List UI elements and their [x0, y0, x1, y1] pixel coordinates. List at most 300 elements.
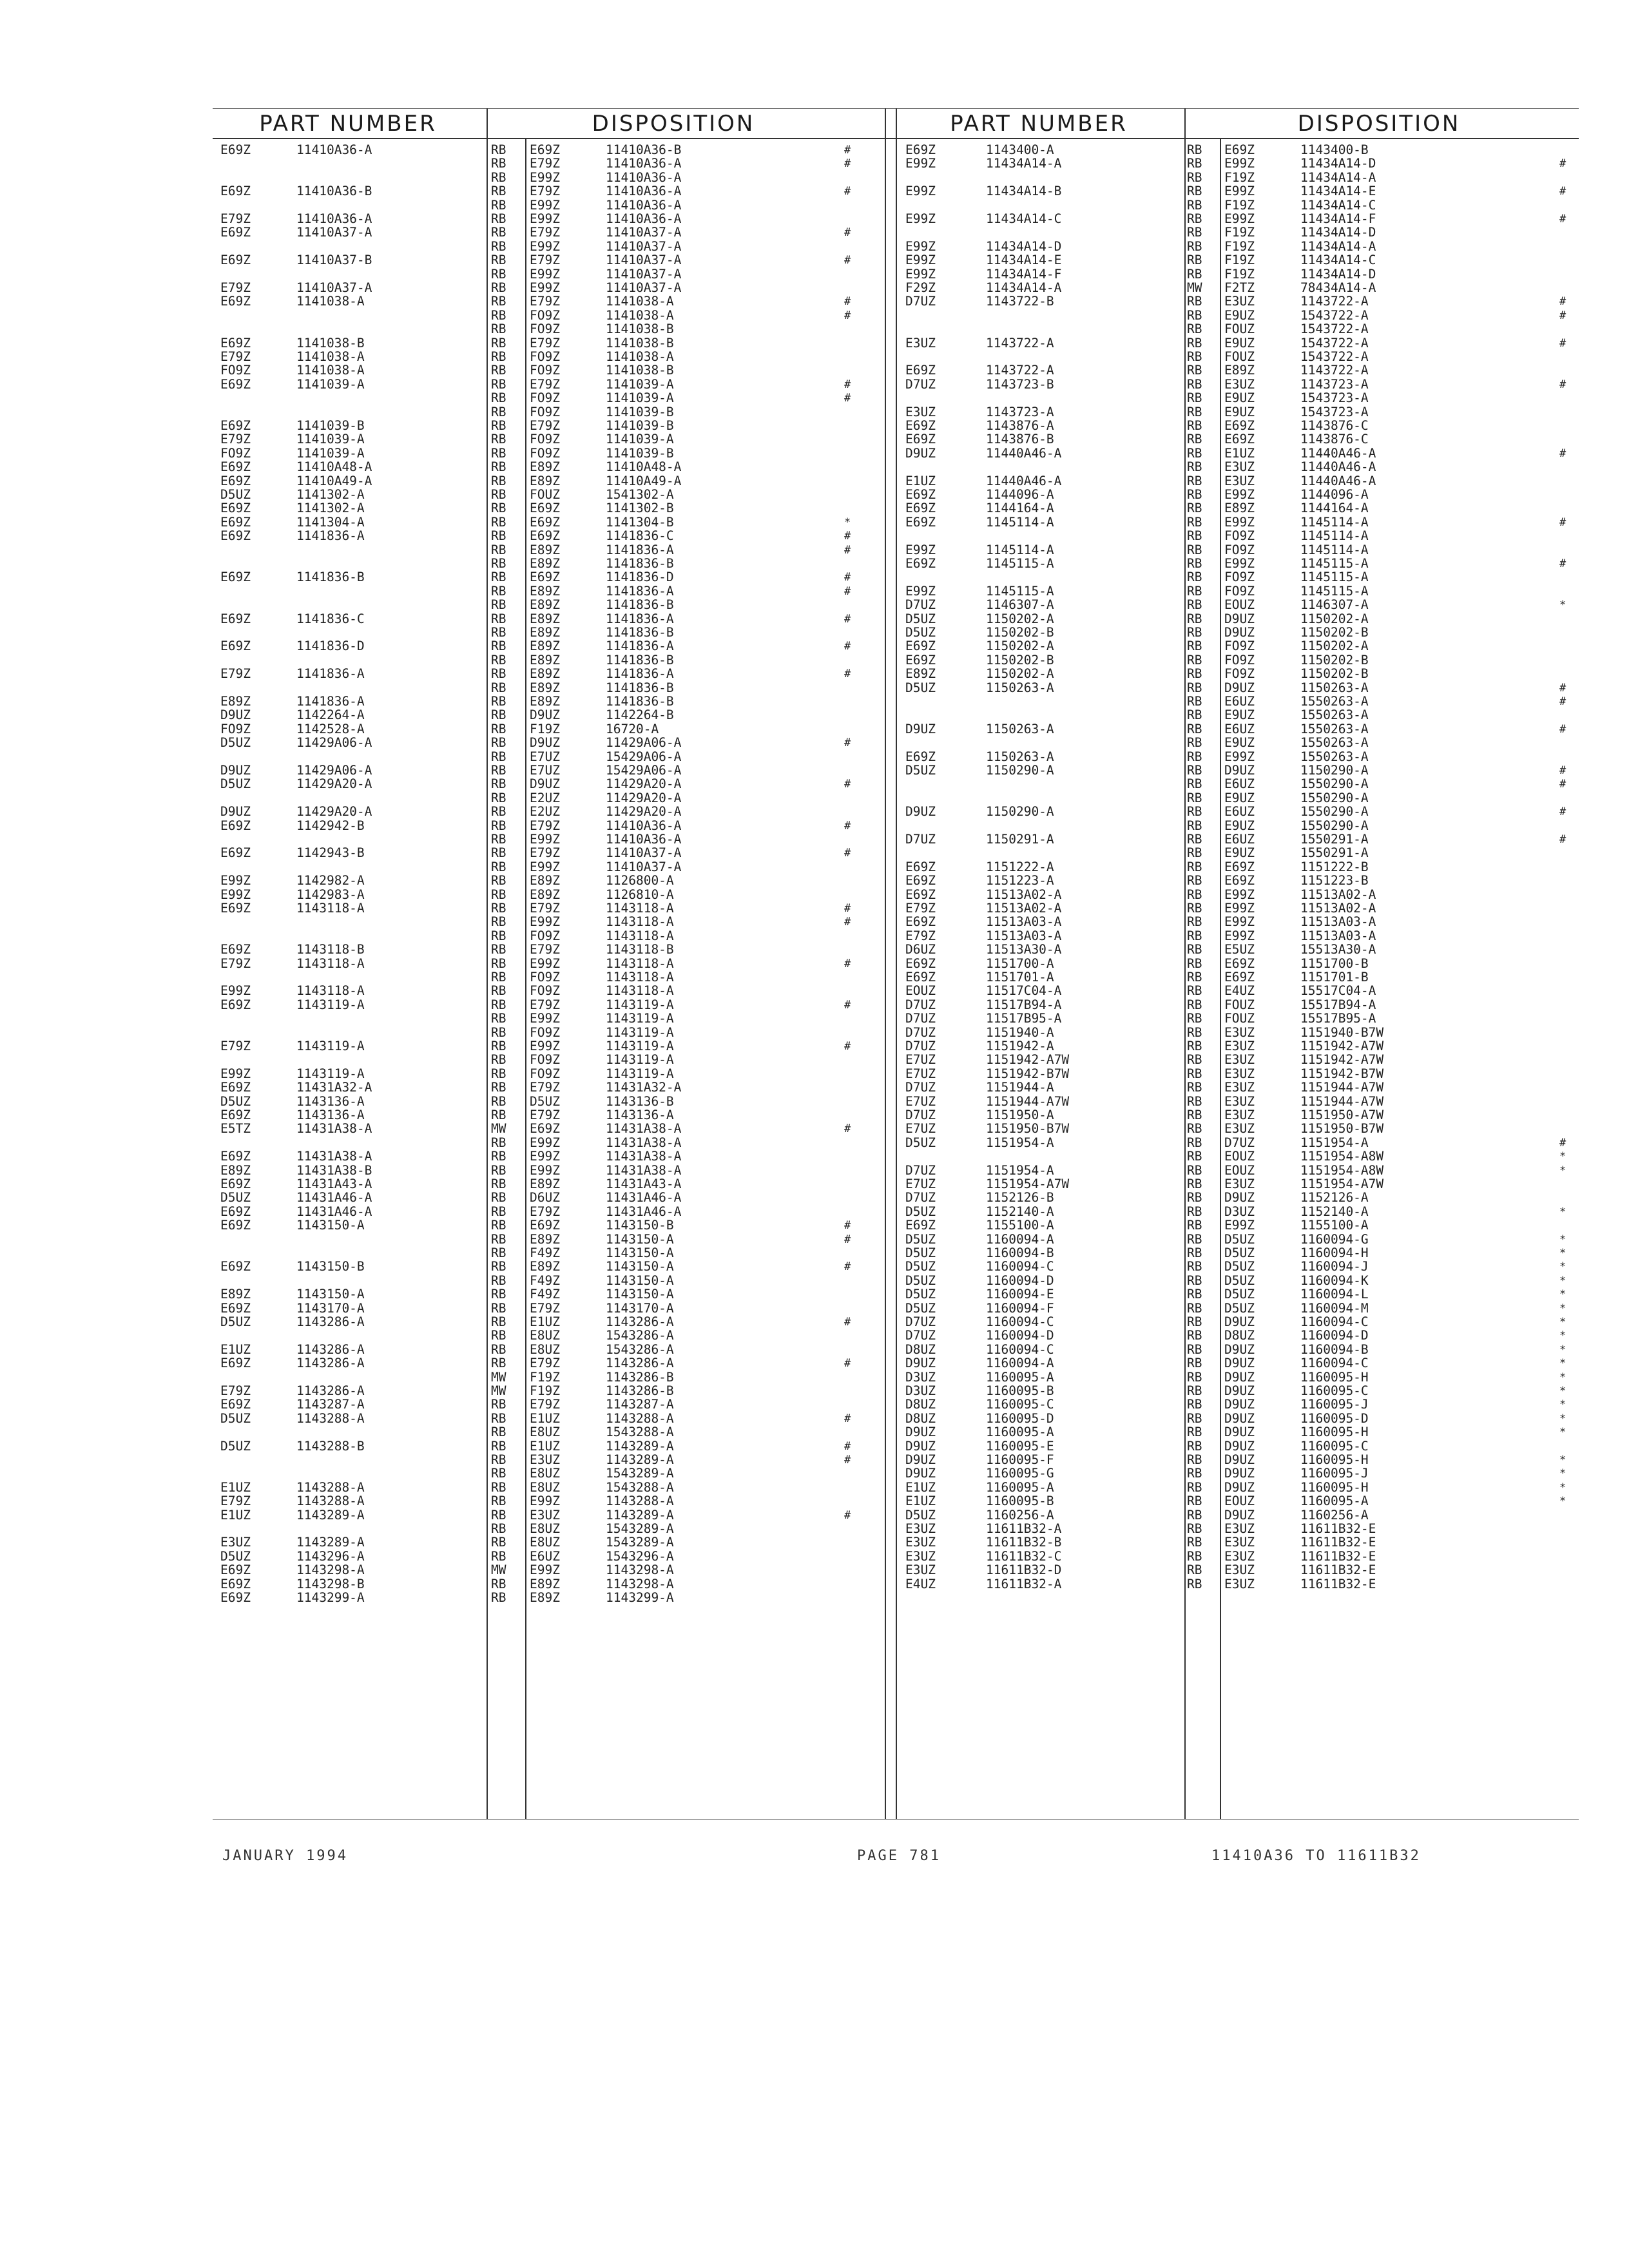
disposition-code: E99Z [530, 1162, 560, 1178]
part-code: D5UZ [220, 1410, 251, 1426]
part-number: 1143150-A [296, 1218, 365, 1233]
center-divider-a [885, 108, 886, 1819]
disposition-code: EOUZ [1224, 1149, 1255, 1164]
disposition-type: RB [491, 1149, 506, 1164]
part-number: 1143150-A [296, 1287, 365, 1302]
disposition-part-number: 1160095-H [1300, 1369, 1369, 1385]
disposition-type: RB [491, 418, 506, 433]
disposition-type: RB [491, 1093, 506, 1109]
disposition-code: E3UZ [1224, 376, 1255, 392]
disposition-code: E8UZ [530, 1466, 560, 1481]
disposition-code: E89Z [530, 1590, 560, 1605]
disposition-type: RB [1187, 528, 1202, 544]
part-code: FO9Z [220, 363, 251, 378]
part-number: 11429A06-A [296, 763, 372, 778]
disposition-part-number: 11434A14-A [1300, 238, 1376, 254]
part-number: 1143722-B [986, 294, 1054, 309]
disposition-code: D5UZ [1224, 1231, 1255, 1247]
part-code: E3UZ [905, 1535, 936, 1550]
disposition-type: RB [1187, 184, 1202, 199]
part-code: E69Z [220, 901, 251, 916]
disposition-part-number: 1145114-A [1300, 542, 1369, 557]
disposition-type: RB [491, 349, 506, 364]
part-code: D5UZ [905, 1300, 936, 1316]
disposition-part-number: 1143118-A [606, 956, 674, 971]
disposition-code: E3UZ [1224, 1177, 1255, 1191]
disposition-type: RB [1187, 1273, 1202, 1288]
part-number: 11410A37-A [296, 225, 372, 240]
disposition-code: E89Z [530, 542, 560, 557]
part-number: 1143118-B [296, 942, 365, 957]
disposition-part-number: 1144164-A [1300, 501, 1369, 516]
disposition-part-number: 11410A36-A [606, 832, 682, 847]
disposition-code: E8UZ [530, 1521, 560, 1536]
part-number: 11429A20-A [296, 804, 372, 820]
disposition-part-number: 1143289-A [606, 1438, 674, 1454]
part-code: F29Z [905, 280, 936, 295]
part-code: E79Z [220, 432, 251, 447]
disposition-part-number: 1160256-A [1300, 1507, 1369, 1523]
disposition-code: EOUZ [1224, 1162, 1255, 1178]
part-number: 1143288-A [296, 1479, 365, 1495]
disposition-part-number: 1160095-H [1300, 1452, 1369, 1467]
part-code: D7UZ [905, 1039, 936, 1053]
disposition-code: E99Z [530, 859, 560, 874]
disposition-code: E89Z [530, 652, 560, 668]
bottom-rule [213, 1819, 1579, 1820]
disposition-code: E89Z [530, 1177, 560, 1191]
disposition-part-number: 11440A46-A [1300, 445, 1376, 461]
disposition-type: RB [1187, 914, 1202, 930]
disposition-part-number: 1143119-A [606, 1052, 674, 1068]
part-code: D5UZ [220, 1548, 251, 1564]
part-code: E69Z [905, 418, 936, 433]
disposition-part-number: 11429A20-A [606, 790, 682, 805]
left-disposition-divider [487, 108, 488, 1819]
disposition-code: FOUZ [1224, 349, 1255, 364]
part-code: D5UZ [905, 625, 936, 640]
disposition-type: RB [1187, 238, 1202, 254]
part-number: 11410A37-A [296, 280, 372, 295]
disposition-part-number: 11513A02-A [1300, 901, 1376, 916]
disposition-part-number: 1143299-A [606, 1590, 674, 1605]
part-number: 1145114-A [986, 514, 1054, 530]
disposition-type: RB [1187, 721, 1202, 736]
disposition-code: E99Z [1224, 901, 1255, 916]
disposition-type: RB [491, 859, 506, 874]
disposition-part-number: 11513A03-A [1300, 928, 1376, 943]
disposition-mark: # [1559, 295, 1566, 309]
disposition-type: RB [491, 501, 506, 516]
disposition-part-number: 1155100-A [1300, 1218, 1369, 1233]
part-code: E69Z [220, 818, 251, 833]
part-code: D7UZ [905, 1314, 936, 1329]
part-number: 1143296-A [296, 1548, 365, 1564]
part-code: D9UZ [905, 1425, 936, 1440]
disposition-code: E89Z [530, 873, 560, 889]
disposition-part-number: 1143286-A [606, 1356, 674, 1371]
disposition-type: RB [1187, 1425, 1202, 1440]
part-number: 1151701-A [986, 970, 1054, 985]
disposition-code: E89Z [530, 1576, 560, 1591]
disposition-type: RB [1187, 1369, 1202, 1385]
disposition-part-number: 1151701-B [1300, 970, 1369, 985]
part-code: E3UZ [905, 1562, 936, 1578]
disposition-type: RB [1187, 804, 1202, 820]
disposition-code: FO9Z [530, 390, 560, 406]
part-code: D9UZ [905, 804, 936, 820]
disposition-code: D9UZ [1224, 1397, 1255, 1412]
part-code: E69Z [220, 1259, 251, 1274]
disposition-part-number: 1543289-A [606, 1466, 674, 1481]
disposition-type: RB [1187, 211, 1202, 226]
disposition-code: E7UZ [530, 749, 560, 764]
disposition-part-number: 1143286-A [606, 1314, 674, 1329]
disposition-type: RB [491, 363, 506, 378]
disposition-type: RB [1187, 1383, 1202, 1398]
disposition-mark: # [844, 584, 851, 598]
disposition-type: RB [491, 1245, 506, 1260]
part-number: 11434A14-B [986, 184, 1062, 199]
left-disposition-header: DISPOSITION [592, 111, 755, 137]
disposition-type: MW [491, 1121, 506, 1137]
part-code: D7UZ [905, 1011, 936, 1026]
part-code: E69Z [905, 914, 936, 930]
disposition-code: E3UZ [1224, 1066, 1255, 1081]
part-number: 1144164-A [986, 501, 1054, 516]
disposition-code: E9UZ [1224, 707, 1255, 723]
part-number: 1143286-A [296, 1383, 365, 1398]
disposition-part-number: 1550263-A [1300, 735, 1369, 751]
disposition-code: E7UZ [530, 763, 560, 778]
part-number: 1150263-A [986, 749, 1054, 764]
disposition-part-number: 1143289-A [606, 1452, 674, 1467]
part-number: 1143119-A [296, 1039, 365, 1053]
part-code: E1UZ [220, 1479, 251, 1495]
disposition-part-number: 1160094-B [1300, 1341, 1369, 1357]
part-code: D5UZ [905, 1273, 936, 1288]
disposition-code: E69Z [530, 1218, 560, 1233]
disposition-mark: * [1559, 1426, 1566, 1439]
disposition-mark: # [1559, 213, 1566, 226]
disposition-type: RB [491, 942, 506, 957]
disposition-mark: # [844, 957, 851, 970]
disposition-type: RB [491, 445, 506, 461]
part-code: E69Z [905, 142, 936, 157]
disposition-code: E79Z [530, 1300, 560, 1316]
disposition-code: E89Z [530, 1231, 560, 1247]
disposition-mark: # [844, 916, 851, 929]
disposition-part-number: 1143876-C [1300, 432, 1369, 447]
disposition-code: D5UZ [1224, 1300, 1255, 1316]
part-code: D9UZ [905, 1452, 936, 1467]
disposition-type: RB [491, 1328, 506, 1343]
part-code: D5UZ [905, 763, 936, 778]
part-code: D7UZ [905, 1190, 936, 1206]
disposition-type: RB [491, 432, 506, 447]
disposition-part-number: 78434A14-A [1300, 280, 1376, 295]
disposition-part-number: 1141836-D [606, 570, 674, 585]
disposition-type: RB [491, 914, 506, 930]
disposition-code: D5UZ [1224, 1287, 1255, 1302]
disposition-type: RB [1187, 1066, 1202, 1081]
disposition-code: F19Z [1224, 225, 1255, 240]
disposition-code: E99Z [1224, 156, 1255, 171]
disposition-type: RB [1187, 1204, 1202, 1219]
disposition-type: RB [491, 1218, 506, 1233]
disposition-part-number: 1143118-A [606, 970, 674, 985]
part-code: E3UZ [905, 1548, 936, 1564]
disposition-type: RB [491, 790, 506, 805]
part-number: 1150291-A [986, 832, 1054, 847]
part-number: 1151950-B7W [986, 1121, 1070, 1137]
part-number: 1143298-B [296, 1576, 365, 1591]
part-number: 1141038-A [296, 294, 365, 309]
part-code: E1UZ [905, 1494, 936, 1509]
disposition-part-number: 1141038-A [606, 294, 674, 309]
disposition-part-number: 11410A37-A [606, 280, 682, 295]
disposition-code: D9UZ [1224, 1466, 1255, 1481]
disposition-type: RB [491, 376, 506, 392]
disposition-part-number: 11410A48-A [606, 459, 682, 475]
disposition-part-number: 1143876-C [1300, 418, 1369, 433]
disposition-mark: * [1559, 1329, 1566, 1343]
part-number: 11517B95-A [986, 1011, 1062, 1026]
disposition-type: RB [1187, 1466, 1202, 1481]
disposition-type: RB [491, 652, 506, 668]
part-number: 1143136-A [296, 1108, 365, 1122]
disposition-part-number: 1141836-B [606, 597, 674, 613]
disposition-part-number: 1160095-A [1300, 1494, 1369, 1509]
disposition-code: E8UZ [530, 1425, 560, 1440]
right-disposition-header: DISPOSITION [1297, 111, 1461, 137]
part-code: E99Z [905, 211, 936, 226]
disposition-type: RB [1187, 970, 1202, 985]
part-number: 1160094-B [986, 1245, 1054, 1260]
disposition-part-number: 1550263-A [1300, 721, 1369, 736]
part-code: E69Z [905, 859, 936, 874]
part-number: 1143289-A [296, 1535, 365, 1550]
part-number: 11434A14-F [986, 266, 1062, 282]
part-number: 1160094-A [986, 1231, 1054, 1247]
disposition-code: FO9Z [530, 1024, 560, 1040]
disposition-part-number: 1143150-A [606, 1287, 674, 1302]
disposition-code: E69Z [1224, 432, 1255, 447]
disposition-type: RB [491, 845, 506, 861]
part-code: FO9Z [220, 445, 251, 461]
part-code: E69Z [220, 528, 251, 544]
disposition-mark: * [1559, 1398, 1566, 1412]
disposition-type: RB [491, 1300, 506, 1316]
disposition-mark: # [844, 1040, 851, 1053]
disposition-type: RB [491, 1548, 506, 1564]
part-code: D5UZ [905, 1135, 936, 1150]
disposition-part-number: 1143119-A [606, 1011, 674, 1026]
part-code: E99Z [905, 238, 936, 254]
disposition-type: RB [491, 832, 506, 847]
disposition-part-number: 11434A14-D [1300, 266, 1376, 282]
part-number: 1141836-A [296, 528, 365, 544]
part-number: 11431A32-A [296, 1080, 372, 1095]
disposition-part-number: 1151954-A7W [1300, 1177, 1384, 1191]
disposition-type: RB [491, 1438, 506, 1454]
part-number: 11434A14-A [986, 280, 1062, 295]
disposition-code: E8UZ [530, 1341, 560, 1357]
part-number: 11431A43-A [296, 1177, 372, 1191]
disposition-part-number: 1145115-A [1300, 583, 1369, 599]
disposition-code: E2UZ [530, 804, 560, 820]
disposition-part-number: 1160094-M [1300, 1300, 1369, 1316]
part-code: E99Z [905, 583, 936, 599]
disposition-part-number: 1543722-A [1300, 322, 1369, 337]
disposition-part-number: 1151944-A7W [1300, 1080, 1384, 1095]
part-code: D5UZ [905, 1245, 936, 1260]
disposition-part-number: 1141302-B [606, 501, 674, 516]
disposition-code: E79Z [530, 418, 560, 433]
part-code: E79Z [220, 211, 251, 226]
part-number: 11513A03-A [986, 914, 1062, 930]
disposition-code: FO9Z [1224, 583, 1255, 599]
disposition-part-number: 1143136-A [606, 1108, 674, 1122]
right-part-number-header: PART NUMBER [950, 111, 1128, 137]
center-divider-b [896, 108, 897, 1819]
disposition-mark: # [1559, 695, 1566, 708]
part-number: 1143170-A [296, 1300, 365, 1316]
disposition-code: FO9Z [530, 322, 560, 337]
disposition-code: E99Z [530, 238, 560, 254]
disposition-code: D9UZ [1224, 1479, 1255, 1495]
part-number: 1141836-A [296, 666, 365, 682]
left-code-divider [525, 138, 526, 1819]
disposition-type: RB [491, 514, 506, 530]
disposition-part-number: 16720-A [606, 721, 659, 736]
disposition-type: RB [491, 597, 506, 613]
disposition-part-number: 1151942-B7W [1300, 1066, 1384, 1081]
part-code: E79Z [220, 666, 251, 682]
disposition-part-number: 1550290-A [1300, 790, 1369, 805]
disposition-part-number: 11431A38-A [606, 1135, 682, 1150]
part-number: 1143288-A [296, 1494, 365, 1509]
part-code: D6UZ [905, 942, 936, 957]
disposition-type: RB [491, 1452, 506, 1467]
disposition-code: FO9Z [1224, 652, 1255, 668]
disposition-type: RB [1187, 253, 1202, 268]
disposition-type: RB [1187, 942, 1202, 957]
disposition-part-number: 1126810-A [606, 887, 674, 902]
disposition-mark: * [1559, 1316, 1566, 1329]
disposition-part-number: 1143118-B [606, 942, 674, 957]
part-code: D9UZ [905, 1466, 936, 1481]
disposition-type: RB [491, 1479, 506, 1495]
disposition-part-number: 1160094-K [1300, 1273, 1369, 1288]
disposition-type: RB [1187, 790, 1202, 805]
part-number: 11431A38-A [296, 1149, 372, 1164]
disposition-code: E79Z [530, 1108, 560, 1122]
disposition-type: RB [1187, 1135, 1202, 1150]
disposition-type: RB [491, 983, 506, 999]
disposition-type: RB [1187, 1218, 1202, 1233]
disposition-part-number: 1141836-A [606, 542, 674, 557]
part-code: D3UZ [905, 1383, 936, 1398]
disposition-part-number: 1143288-A [606, 1494, 674, 1509]
disposition-mark: * [1559, 1260, 1566, 1274]
part-number: 1143287-A [296, 1397, 365, 1412]
part-code: E69Z [220, 1397, 251, 1412]
disposition-code: D6UZ [530, 1190, 560, 1206]
disposition-type: RB [1187, 928, 1202, 943]
disposition-mark: # [844, 543, 851, 557]
disposition-part-number: 1160095-H [1300, 1425, 1369, 1440]
part-number: 1160095-A [986, 1425, 1054, 1440]
disposition-part-number: 1143150-B [606, 1218, 674, 1233]
disposition-type: RB [491, 542, 506, 557]
disposition-mark: * [1559, 1150, 1566, 1164]
disposition-part-number: 1143170-A [606, 1300, 674, 1316]
disposition-part-number: 1146307-A [1300, 597, 1369, 613]
part-code: D9UZ [220, 707, 251, 723]
disposition-code: E1UZ [530, 1438, 560, 1454]
disposition-type: RB [1187, 1521, 1202, 1536]
part-number: 1160256-A [986, 1507, 1054, 1523]
disposition-type: RB [1187, 735, 1202, 751]
disposition-code: E6UZ [1224, 721, 1255, 736]
disposition-part-number: 11410A36-A [606, 169, 682, 185]
disposition-code: FO9Z [530, 983, 560, 999]
disposition-code: E99Z [530, 1011, 560, 1026]
disposition-type: RB [1187, 156, 1202, 171]
disposition-code: E69Z [1224, 873, 1255, 889]
disposition-type: RB [491, 225, 506, 240]
disposition-code: E1UZ [530, 1314, 560, 1329]
disposition-code: E3UZ [530, 1452, 560, 1467]
part-number: 1142528-A [296, 721, 365, 736]
disposition-code: E99Z [530, 1039, 560, 1053]
disposition-mark: * [1559, 1412, 1566, 1425]
disposition-code: E99Z [1224, 487, 1255, 502]
disposition-part-number: 1143287-A [606, 1397, 674, 1412]
disposition-part-number: 1151950-B7W [1300, 1121, 1384, 1137]
disposition-type: RB [1187, 749, 1202, 764]
disposition-type: RB [1187, 225, 1202, 240]
disposition-part-number: 1150263-A [1300, 680, 1369, 695]
disposition-part-number: 11410A37-A [606, 225, 682, 240]
disposition-type: RB [1187, 1356, 1202, 1371]
disposition-type: RB [1187, 1535, 1202, 1550]
disposition-mark: * [1559, 1247, 1566, 1260]
part-number: 1142264-A [296, 707, 365, 723]
disposition-part-number: 11431A43-A [606, 1177, 682, 1191]
disposition-type: RB [491, 1162, 506, 1178]
disposition-type: RB [1187, 652, 1202, 668]
disposition-code: E69Z [530, 514, 560, 530]
disposition-type: RB [1187, 956, 1202, 971]
part-number: 1151942-B7W [986, 1066, 1070, 1081]
disposition-part-number: 1141039-B [606, 445, 674, 461]
disposition-part-number: 1550291-A [1300, 832, 1369, 847]
disposition-type: RB [1187, 501, 1202, 516]
part-number: 1143286-A [296, 1314, 365, 1329]
part-code: D8UZ [905, 1397, 936, 1412]
disposition-part-number: 1150202-B [1300, 666, 1369, 682]
part-code: E69Z [220, 1356, 251, 1371]
part-number: 1151222-A [986, 859, 1054, 874]
disposition-part-number: 11410A36-B [606, 142, 682, 157]
disposition-type: MW [491, 1562, 506, 1578]
part-code: E69Z [220, 418, 251, 433]
disposition-type: RB [1187, 887, 1202, 902]
part-code: E69Z [905, 432, 936, 447]
disposition-part-number: 1160094-H [1300, 1245, 1369, 1260]
